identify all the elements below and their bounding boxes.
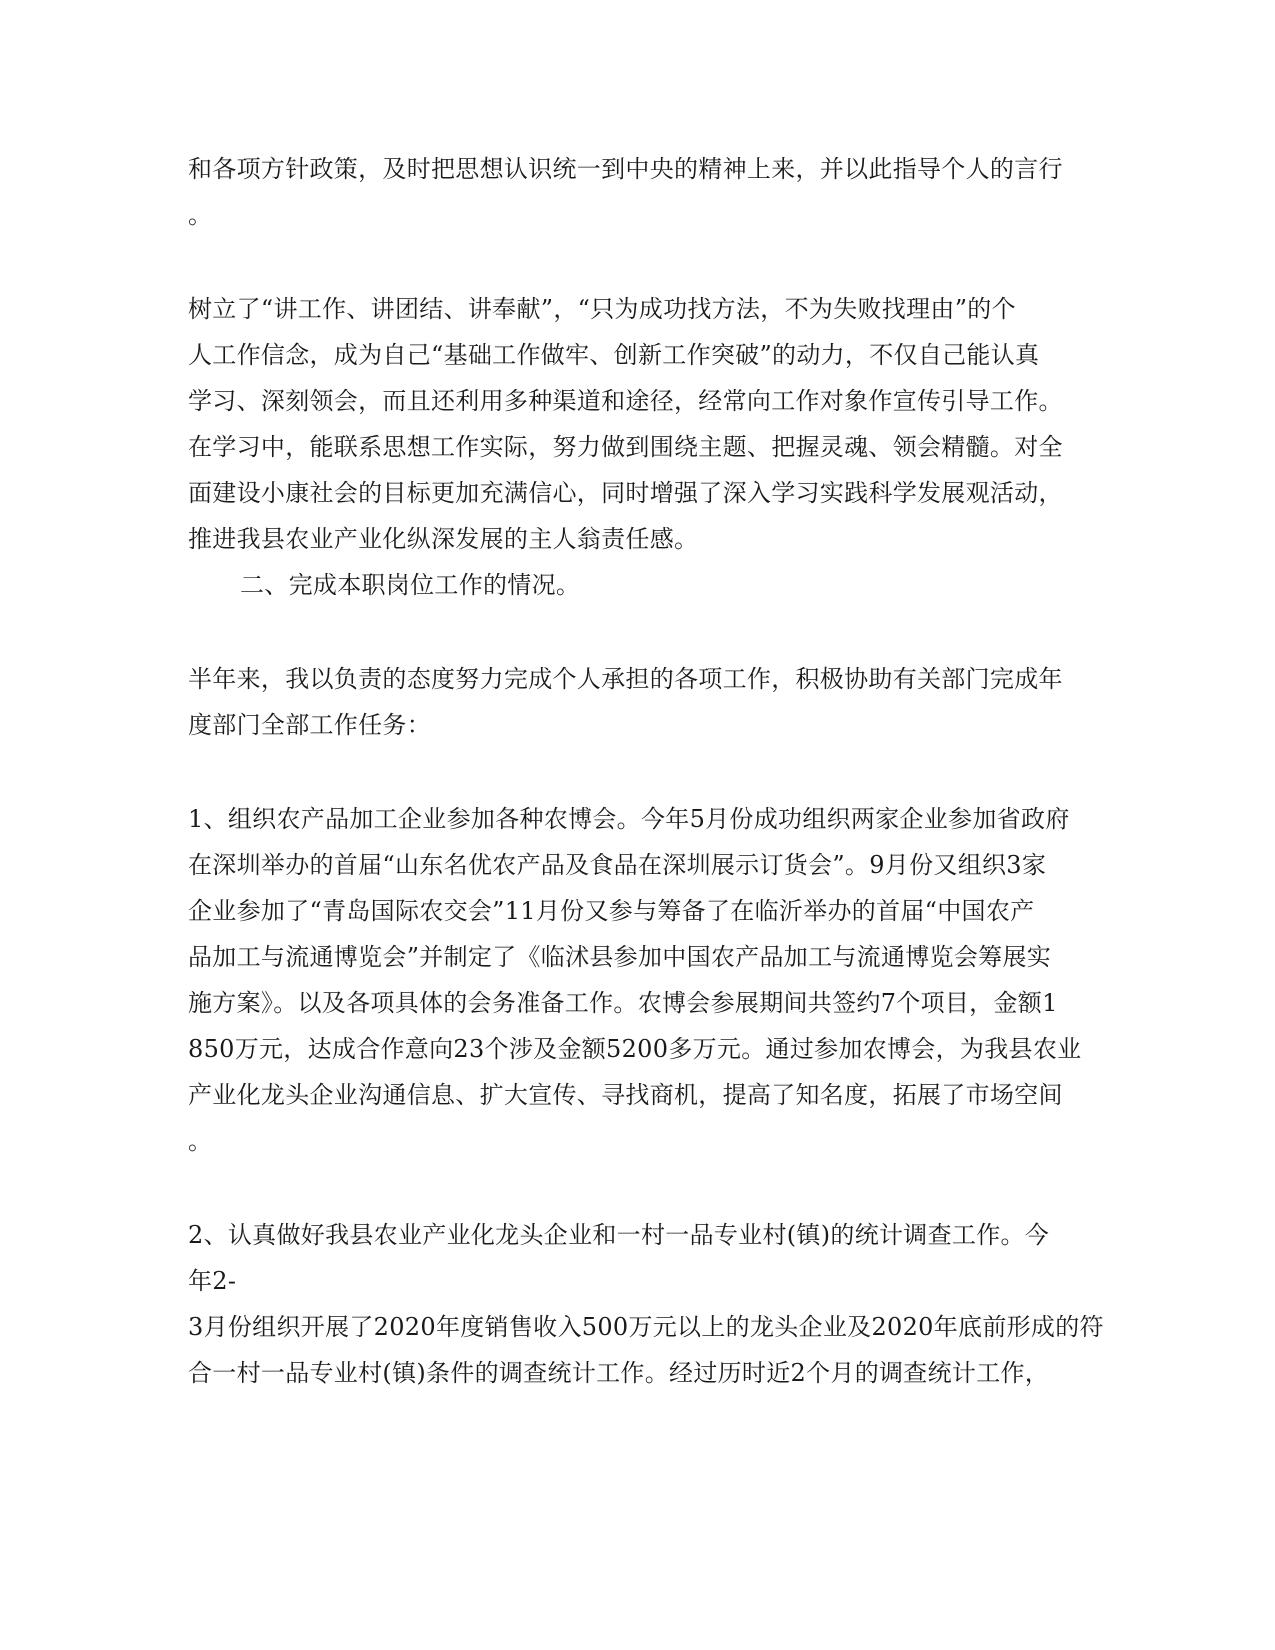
text-line: 人工作信念，成为自己“基础工作做牢、创新工作突破”的动力，不仅自己能认真	[188, 341, 1040, 369]
text-line: 产业化龙头企业沟通信息、扩大宣传、寻找商机，提高了知名度，拓展了市场空间	[188, 1081, 1063, 1109]
text-line: 树立了“讲工作、讲团结、讲奉献”，“只为成功找方法，不为失败找理由”的个	[188, 295, 1016, 323]
text-line: 品加工与流通博览会”并制定了《临沭县参加中国农产品加工与流通博览会筹展实	[188, 943, 1052, 971]
text-line: 年2-	[188, 1267, 237, 1295]
text-line: 企业参加了“青岛国际农交会”11月份又参与筹备了在临沂举办的首届“中国农产	[188, 897, 1035, 925]
text-line: 合一村一品专业村(镇)条件的调查统计工作。经过历时近2个月的调查统计工作，	[188, 1359, 1050, 1387]
text-line: 和各项方针政策，及时把思想认识统一到中央的精神上来，并以此指导个人的言行	[188, 155, 1063, 183]
text-line: 施方案》。以及各项具体的会务准备工作。农博会参展期间共签约7个项目，金额1	[188, 989, 1058, 1017]
text-line: 3月份组织开展了2020年度销售收入500万元以上的龙头企业及2020年底前形成的符	[188, 1313, 1104, 1341]
text-line: 2、认真做好我县农业产业化龙头企业和一村一品专业村(镇)的统计调查工作。今	[188, 1221, 1050, 1249]
text-line: 推进我县农业产业化纵深发展的主人翁责任感。	[188, 525, 699, 553]
text-line: 。	[188, 201, 213, 229]
text-line: 在学习中，能联系思想工作实际，努力做到围绕主题、把握灵魂、领会精髓。对全	[188, 433, 1063, 461]
text-line: 面建设小康社会的目标更加充满信心，同时增强了深入学习实践科学发展观活动，	[188, 479, 1063, 507]
text-line: 半年来，我以负责的态度努力完成个人承担的各项工作，积极协助有关部门完成年	[188, 665, 1063, 693]
text-line: 1、组织农产品加工企业参加各种农博会。今年5月份成功组织两家企业参加省政府	[188, 805, 1070, 833]
text-line: 850万元，达成合作意向23个涉及金额5200多万元。通过参加农博会，为我县农业	[188, 1035, 1082, 1063]
text-line: 在深圳举办的首届“山东名优农产品及食品在深圳展示订货会”。9月份又组织3家	[188, 851, 1047, 879]
section-heading: 二、完成本职岗位工作的情况。	[240, 571, 581, 599]
text-line: 学习、深刻领会，而且还利用多种渠道和途径，经常向工作对象作宣传引导工作。	[188, 387, 1063, 415]
text-line: 。	[188, 1127, 213, 1155]
text-line: 度部门全部工作任务：	[188, 711, 431, 739]
